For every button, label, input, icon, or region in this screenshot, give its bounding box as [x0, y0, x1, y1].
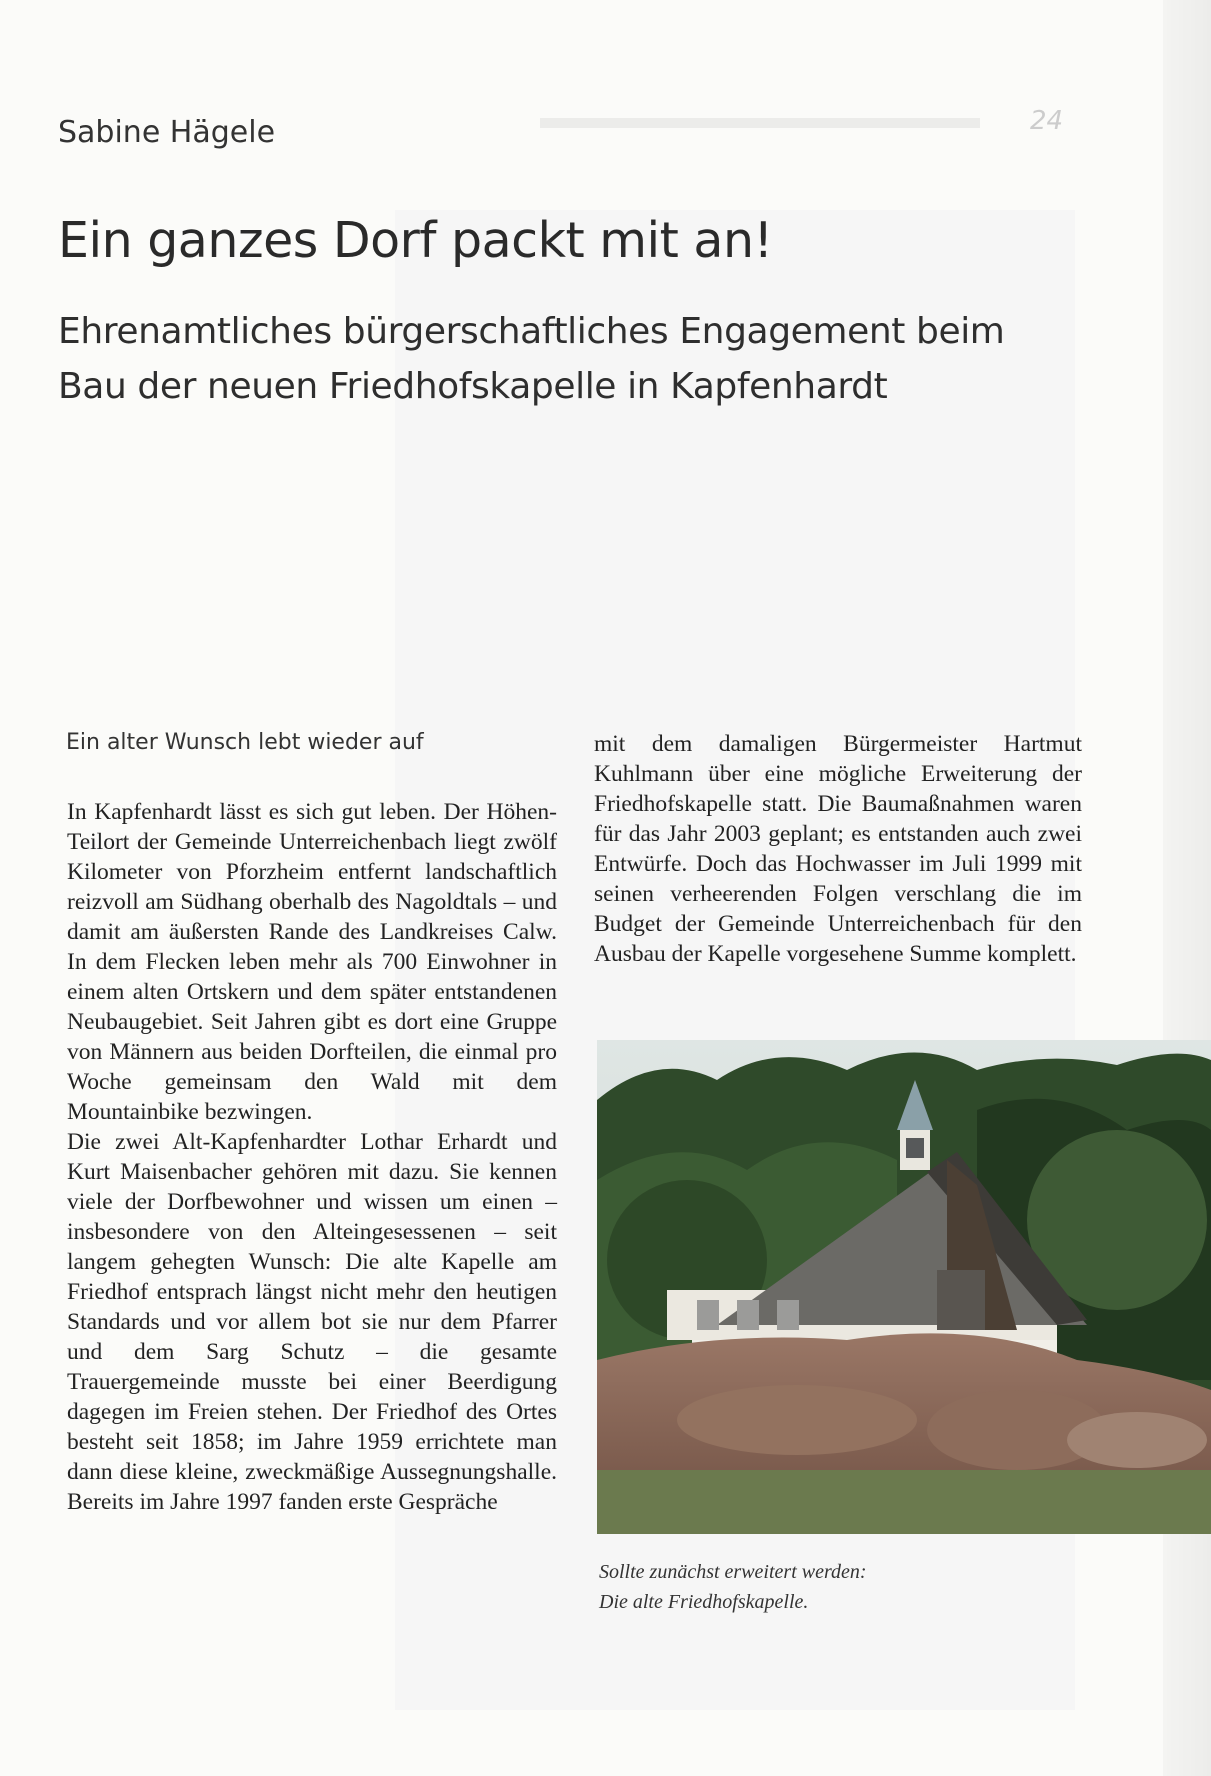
article-subtitle: Ehrenamtliches bürgerschaftliches Engagement beim Bau der neuen Friedhofskapelle in Kapfenhardt — [58, 311, 1005, 407]
paragraph-1: In Kapfenhardt lässt es sich gut leben. Der Höhen-Teilort der Gemeinde Unterreichenbach liegt zwölf Kilometer von Pforzheim entfernt landschaftlich reizvoll am Südhang oberhalb des Nagoldtals – und damit am äußersten Rande des Landkreises Calw. In dem Flecken leben mehr als 700 Einwohner in einem alten Ortskern und dem später entstandenen Neubaugebiet. Seit Jahren gibt es dort eine Gruppe von Männern aus beiden Dorfteilen, die einmal pro Woche gemeinsam den Wald mit dem Mountainbike bezwingen. — [67, 799, 557, 1125]
article-title: Ein ganzes Dorf packt mit an! — [58, 212, 773, 269]
paragraph-2: Die zwei Alt-Kapfenhardter Lothar Erhardt und Kurt Maisenbacher gehören mit dazu. Sie kennen viele der Dorfbewohner und wissen um einen – insbesondere von den Alteingesessenen – seit langem gehegten Wunsch: Die alte Kapelle am Friedhof entsprach längst nicht mehr den heutigen Standards und vor allem bot sie nur dem Pfarrer und dem Sarg Schutz – die gesamte Trauergemeinde musste bei einer Beerdigung dagegen im Freien stehen. Der Friedhof des Ortes besteht seit 1858; im Jahre 1959 errichtete man dann diese kleine, zweckmäßige Aussegnungshalle. Bereits im Jahre 1997 fanden erste Gespräche — [67, 1129, 557, 1515]
chapel-photo — [597, 1040, 1211, 1534]
caption-line-2: Die alte Friedhofskapelle. — [599, 1591, 809, 1613]
author-name: Sabine Hägele — [58, 115, 276, 150]
section-heading: Ein alter Wunsch lebt wieder auf — [66, 730, 424, 755]
right-text-column — [594, 729, 1082, 969]
caption-line-1: Sollte zunächst erweitert werden: — [599, 1561, 867, 1583]
show-through-header — [540, 118, 980, 128]
left-text-column — [67, 797, 557, 1517]
page-number: 24 — [1030, 106, 1064, 136]
photo-caption — [599, 1557, 867, 1617]
paragraph-3: mit dem damaligen Bürgermeister Hartmut Kuhlmann über eine mögliche Erweiterung der Friedhofskapelle statt. Die Baumaßnahmen waren für das Jahr 2003 geplant; es entstanden auch zwei Entwürfe. Doch das Hochwasser im Juli 1999 mit seinen verheerenden Folgen verschlang die im Budget der Gemeinde Unterreichenbach für den Ausbau der Kapelle vorgesehene Summe komplett. — [594, 731, 1082, 967]
